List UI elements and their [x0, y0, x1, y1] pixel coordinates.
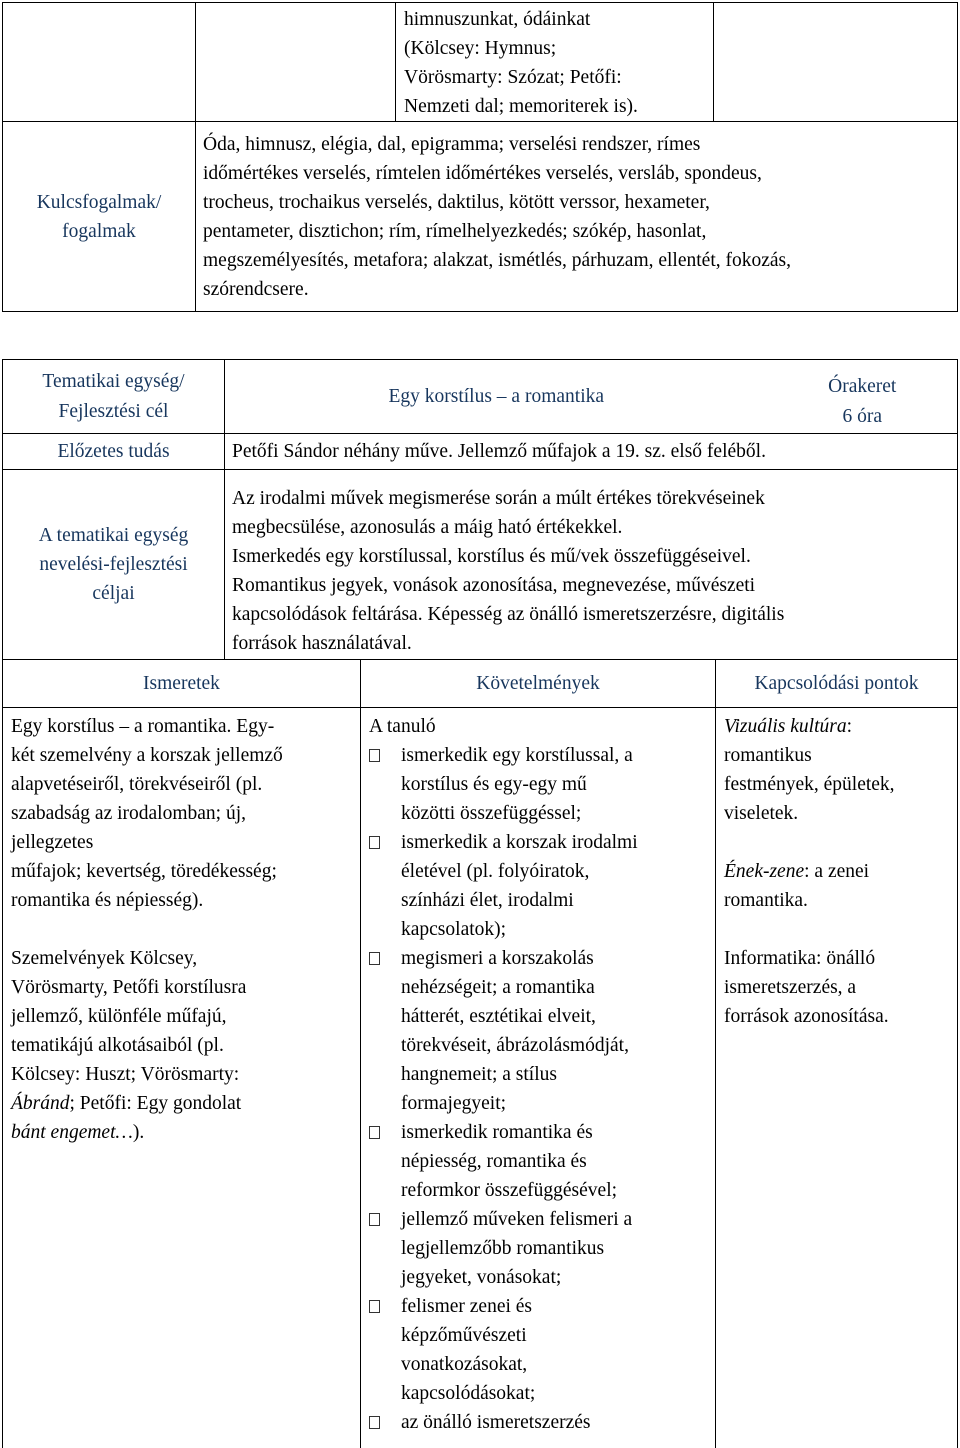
top-table: [2, 2, 958, 312]
requirement-item: ismerkedik a korszak irodalmi életével (pl. folyóiratok, színházi élet, irodalmi kapcsolatok);: [369, 828, 715, 944]
bullet-box-icon: [369, 1213, 380, 1226]
links-cell: Vizuális kultúra: romantikus festmények, épületek, viseletek. Ének-zene: a zenei romantika. Informatika: önálló ismeretszerzés, a források azonosítása.: [716, 708, 958, 1448]
bullet-box-icon: [369, 952, 380, 965]
unit-title: Egy korstílus – a romantika: [225, 360, 768, 434]
requirement-item: jellemző műveken felismeri a legjellemzőbb romantikus jegyeket, vonásokat;: [369, 1205, 715, 1292]
goals-label: A tematikai egység nevelési-fejlesztési céljai: [3, 470, 225, 660]
bullet-box-icon: [369, 749, 380, 762]
key-concepts-label: Kulcsfogalmak/ fogalmak: [3, 122, 196, 312]
requirement-item: megismeri a korszakolás nehézségeit; a romantika hátterét, esztétikai elveit, törekvéseit, ábrázolásmódját, hangnemeit; a stílus formajegyeit;: [369, 944, 715, 1118]
unit-table: [2, 359, 958, 660]
prev-topics-cell: himnuszunkat, ódáinkat (Kölcsey: Hymnus; Vörösmarty: Szózat; Petőfi: Nemzeti dal; memoriterek is).: [396, 3, 714, 122]
requirement-item: ismerkedik romantika és népiesség, romantika és reformkor összefüggésével;: [369, 1118, 715, 1205]
knowledge-cell: Egy korstílus – a romantika. Egy- két szemelvény a korszak jellemző alapvetéseiről, törekvéseiről (pl. szabadság az irodalomban; új, jellegzetes műfajok; kevertség, töredékesség; romantika és népiesség). Szemelvények Kölcsey, Vörösmarty, Petőfi korstílusra jellemző, különféle műfajú, tematikájú alkotásaiból (pl. Kölcsey: Huszt; Vörösmarty: Ábránd; Petőfi: Egy gondolat bánt engemet…).: [3, 708, 361, 1448]
header-requirements: Követelmények: [361, 660, 716, 708]
header-links: Kapcsolódási pontok: [716, 660, 958, 708]
content-table: [2, 659, 958, 1448]
requirement-item: az önálló ismeretszerzés: [369, 1408, 715, 1437]
bullet-box-icon: [369, 836, 380, 849]
link-informatics: Informatika: önálló: [724, 948, 876, 969]
goals-text: Az irodalmi művek megismerése során a múlt értékes törekvéseinek megbecsülése, azonosulás a máig ható értékekkel. Ismerkedés egy korstílussal, korstílus és mű/vek összefüggéseivel. Romantikus jegyek, vonások azonosítása, megnevezése, művészeti kapcsolódások feltárása. Képesség az önálló ismeretszerzésre, digitális források használatával.: [225, 470, 958, 660]
bullet-box-icon: [369, 1300, 380, 1313]
bullet-box-icon: [369, 1126, 380, 1139]
header-knowledge: Ismeretek: [3, 660, 361, 708]
unit-label: Tematikai egység/ Fejlesztési cél: [3, 360, 225, 434]
requirement-item: ismerkedik egy korstílussal, a korstílus és egy-egy mű közötti összefüggéssel;: [369, 741, 715, 828]
hours-cell: Órakeret 6 óra: [768, 360, 958, 434]
bullet-box-icon: [369, 1416, 380, 1429]
prior-knowledge-text: Petőfi Sándor néhány műve. Jellemző műfajok a 19. sz. első feléből.: [225, 434, 958, 470]
link-music: Ének-zene: a zenei: [724, 861, 870, 882]
requirement-item: felismer zenei és képzőművészeti vonatkozásokat, kapcsolódásokat;: [369, 1292, 715, 1408]
link-visual-arts: Vizuális kultúra:: [724, 716, 853, 737]
key-concepts-text: Óda, himnusz, elégia, dal, epigramma; verselési rendszer, rímes időmértékes verselés, rímtelen időmértékes verselés, versláb, spondeus, trocheus, trochaikus verselés, daktilus, kötött verssor, hexameter, pentameter, disztichon; rím, rímelhelyezkedés; szókép, hasonlat, megszemélyesítés, metafora; alakzat, ismétlés, párhuzam, ellentét, fokozás, szórendcsere.: [196, 122, 958, 312]
requirements-cell: A tanuló ismerkedik egy korstílussal, a korstílus és egy-egy mű közötti összefüggéssel; ismerkedik a korszak irodalmi életével (pl. folyóiratok, színházi élet, irodalmi kapcsolatok); megismeri a korszakolás nehézségeit; a romantika hátterét, esztétikai elveit, törekvéseit, ábrázolásmódját, hangnemeit; a stílus formajegyeit; ismerkedik romantika és népiesség, romantika és reformkor összefüggésével; jellemző műveken felismeri a legjellemzőbb romantikus jegyeket, vonásokat; felismer zenei és képzőművészeti vonatkozásokat, kapcsolódásokat; az önálló ismeretszerzés: [361, 708, 716, 1448]
prior-knowledge-label: Előzetes tudás: [3, 434, 225, 470]
